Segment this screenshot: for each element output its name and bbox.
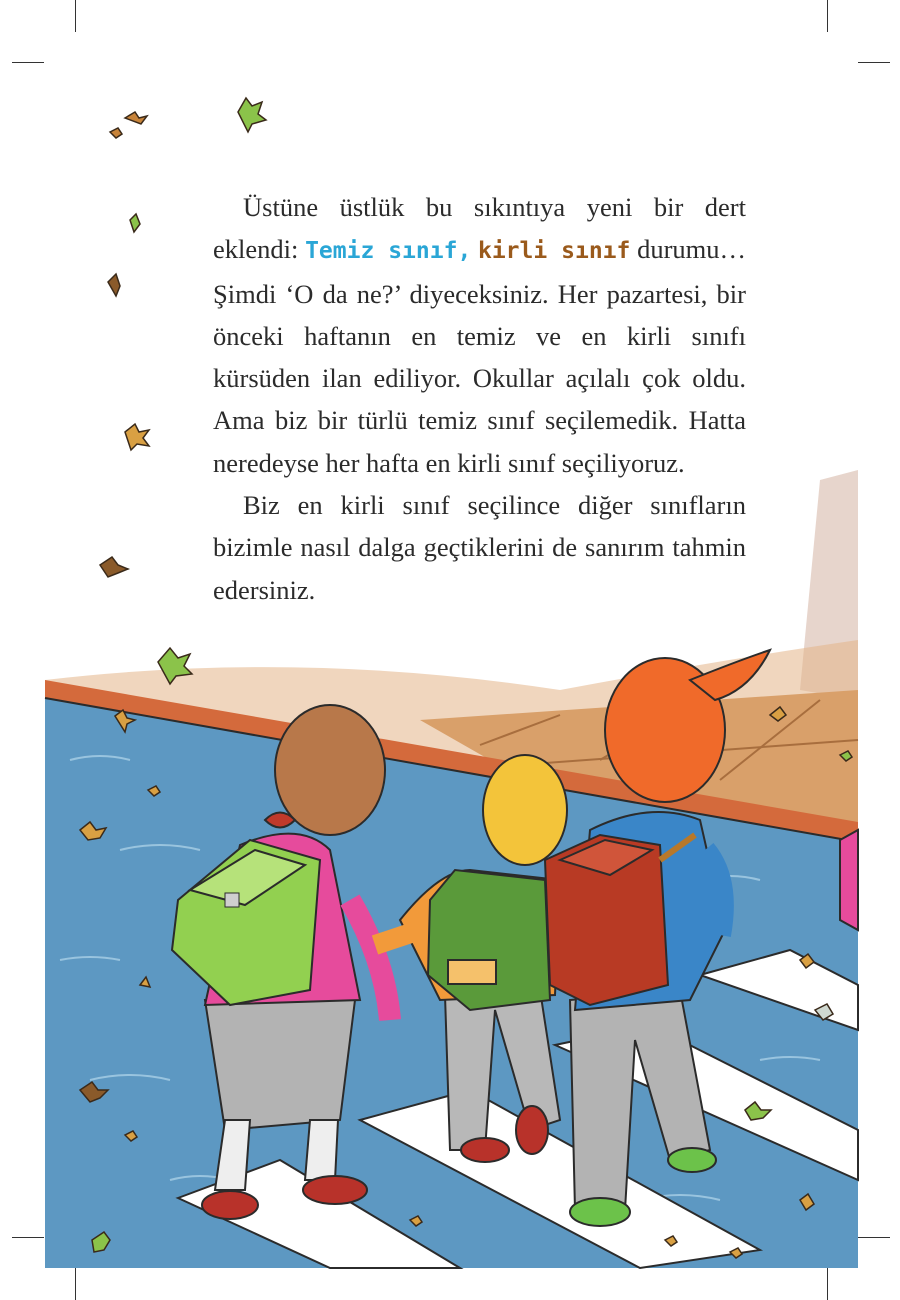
pink-backpack-edge bbox=[840, 830, 858, 930]
falling-leaf-icon bbox=[125, 112, 147, 124]
falling-leaf-icon bbox=[130, 214, 140, 232]
paragraph-1-intro: Üstüne üstlük bu sıkıntıya yeni bir dert eklendi: bbox=[213, 192, 746, 265]
falling-leaf-icon bbox=[110, 128, 122, 138]
dirty-class-highlight: kirli sınıf bbox=[477, 238, 631, 265]
story-text bbox=[213, 186, 746, 611]
clean-class-highlight: Temiz sınıf, bbox=[305, 238, 472, 265]
falling-leaf-icon bbox=[125, 424, 149, 450]
falling-leaf-icon bbox=[238, 98, 266, 132]
paragraph-1 bbox=[213, 186, 746, 484]
green-backpack-icon bbox=[428, 870, 550, 1010]
paragraph-2: Biz en kirli sınıf seçilince diğer sınıfların bizimle nasıl dalga geçtiklerini de sanırım tahmin edersiniz. bbox=[213, 490, 746, 605]
paragraph-1-rest: durumu… Şimdi ‘O da ne?’ diyeceksiniz. Her pazartesi, bir önceki haftanın en temiz ve en kirli sınıfı kürsüden ilan ediliyor. Okullar açılalı çok oldu. Ama biz bir türlü temiz sınıf seçilemedik. Hatta neredeyse her hafta en kirli sınıf seçiliyoruz. bbox=[213, 234, 746, 478]
falling-leaf-icon bbox=[108, 274, 120, 296]
highlight-space bbox=[471, 234, 478, 264]
falling-leaf-icon bbox=[100, 557, 128, 577]
